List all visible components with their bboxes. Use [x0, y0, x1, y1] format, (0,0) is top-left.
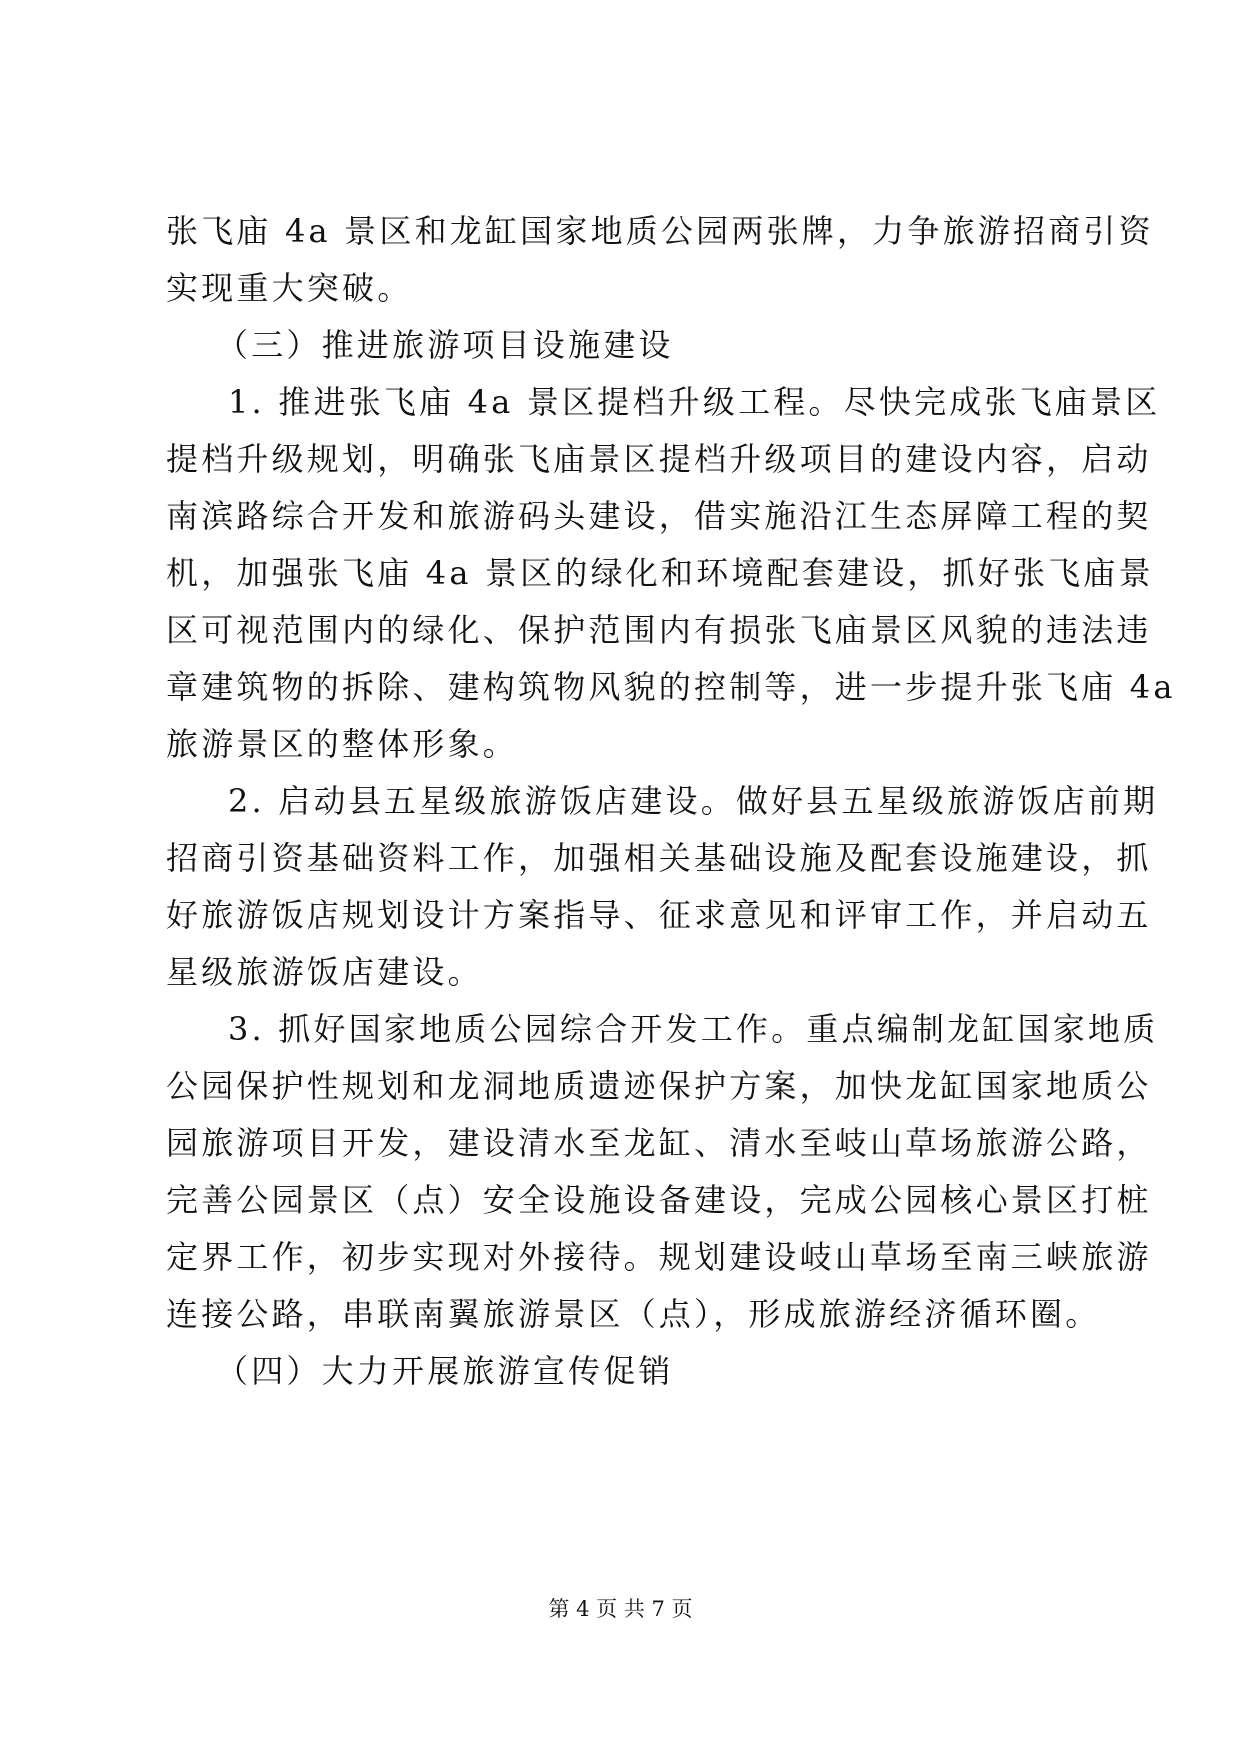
section-heading: （三）推进旅游项目设施建设: [216, 326, 674, 364]
text-line: 定界工作，初步实现对外接待。规划建设岐山草场至南三峡旅游: [166, 1238, 1152, 1276]
text-line: 好旅游饭店规划设计方案指导、征求意见和评审工作，并启动五: [166, 896, 1152, 934]
text-line: 张飞庙 4a 景区和龙缸国家地质公园两张牌，力争旅游招商引资: [166, 212, 1154, 250]
text-line: 招商引资基础资料工作，加强相关基础设施及配套设施建设，抓: [166, 839, 1152, 877]
text-line: 实现重大突破。: [166, 269, 413, 307]
text-line: 3. 抓好国家地质公园综合开发工作。重点编制龙缸国家地质: [228, 1010, 1159, 1048]
text-line: 完善公园景区（点）安全设施设备建设，完成公园核心景区打桩: [166, 1181, 1152, 1219]
text-line: 提档升级规划，明确张飞庙景区提档升级项目的建设内容，启动: [166, 440, 1152, 478]
text-line: 公园保护性规划和龙洞地质遗迹保护方案，加快龙缸国家地质公: [166, 1067, 1152, 1105]
text-line: 机，加强张飞庙 4a 景区的绿化和环境配套建设，抓好张飞庙景: [166, 554, 1154, 592]
text-line: 章建筑物的拆除、建构筑物风貌的控制等，进一步提升张飞庙 4a: [166, 668, 1176, 706]
text-line: 旅游景区的整体形象。: [166, 725, 519, 763]
text-line: 1. 推进张飞庙 4a 景区提档升级工程。尽快完成张飞庙景区: [228, 383, 1161, 421]
section-heading: （四）大力开展旅游宣传促销: [216, 1352, 674, 1390]
page-number-footer: 第 4 页 共 7 页: [548, 1597, 693, 1621]
text-line: 园旅游项目开发，建设清水至龙缸、清水至岐山草场旅游公路，: [166, 1124, 1152, 1162]
text-line: 连接公路，串联南翼旅游景区（点），形成旅游经济循环圈。: [166, 1295, 1101, 1333]
text-line: 区可视范围内的绿化、保护范围内有损张飞庙景区风貌的违法违: [166, 611, 1152, 649]
text-line: 2. 启动县五星级旅游饭店建设。做好县五星级旅游饭店前期: [228, 782, 1159, 820]
text-line: 星级旅游饭店建设。: [166, 953, 483, 991]
text-line: 南滨路综合开发和旅游码头建设，借实施沿江生态屏障工程的契: [166, 497, 1152, 535]
